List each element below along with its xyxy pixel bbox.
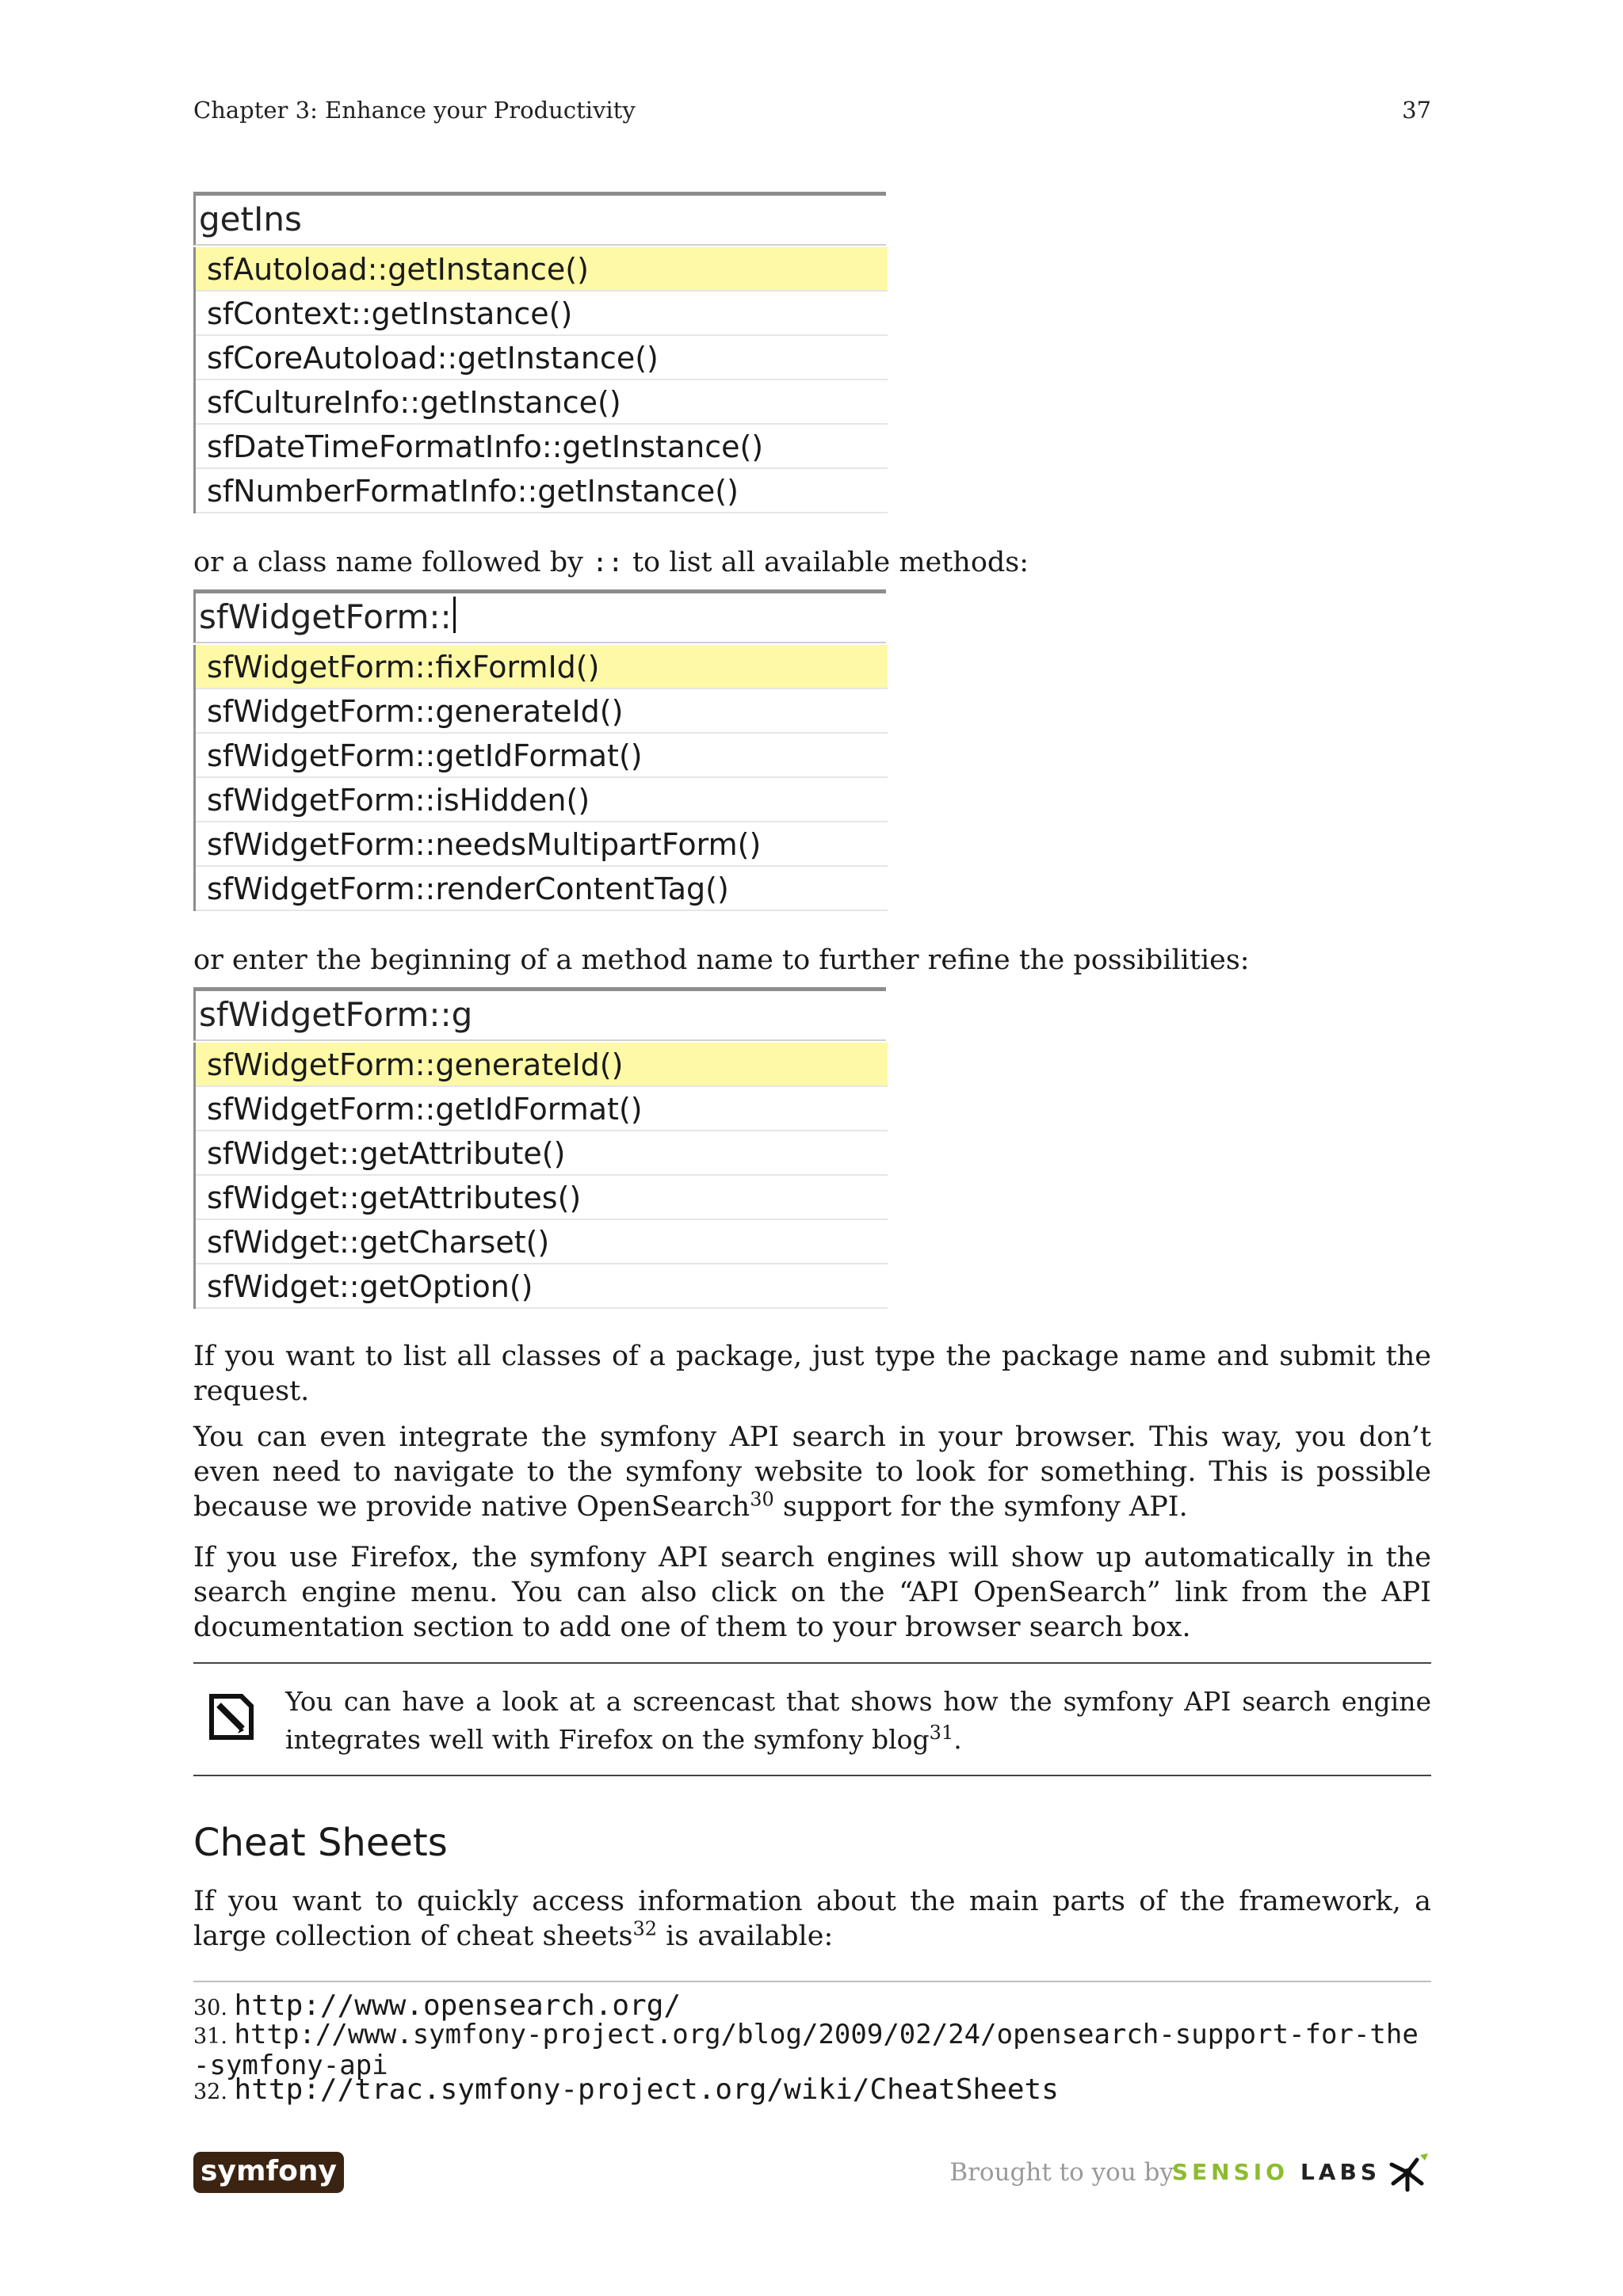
credit-text: Brought to you by (949, 2158, 1174, 2187)
footnote-number: 30. (193, 1996, 227, 2020)
chapter-title: Chapter 3: Enhance your Productivity (193, 97, 636, 124)
running-header (193, 97, 1431, 128)
footnote-ref[interactable]: 32 (632, 1917, 657, 1940)
footnote-32 (193, 2073, 1431, 2110)
inline-code: :: (592, 547, 624, 578)
search-input (193, 589, 886, 643)
suggestion-item: sfCultureInfo::getInstance() (196, 380, 888, 425)
autocomplete-screenshot-sfwidgetform-g (193, 987, 888, 1320)
suggestion-item: sfAutoload::getInstance() (196, 247, 888, 292)
page-number: 37 (1402, 97, 1431, 124)
suggestion-item: sfWidgetForm::needsMultipartForm() (196, 822, 888, 867)
footnote-number: 32. (193, 2080, 227, 2104)
paragraph-firefox: If you use Firefox, the symfony API search engines will show up automatically in the search engine menu. You can also click on the “API OpenSearch” link from the API documentation section to add one of them to your browser search box. (193, 1542, 1431, 1643)
suggestion-item: sfWidget::getAttribute() (196, 1131, 888, 1176)
text: You can have a look at a screencast that shows how the symfony API search engine integrates well with Firefox on the symfony blog (285, 1686, 1431, 1755)
footnote-link[interactable]: http://trac.symfony-project.org/wiki/CheatSheets (234, 2073, 1059, 2106)
text: You can even integrate the symfony API search in your browser. This way, you don’t even need to navigate to the symfony website to look for something. This is possible because we provide native OpenSearch (193, 1421, 1431, 1523)
footnote-ref[interactable]: 30 (750, 1488, 774, 1511)
text: to list all available methods: (623, 547, 1029, 578)
search-input: sfWidgetForm::g (193, 987, 886, 1041)
paragraph-class-name (193, 545, 1431, 580)
brand-labs: LABS (1300, 2159, 1381, 2185)
sensiolabs-star-icon (1387, 2152, 1431, 2193)
note-icon (203, 1686, 260, 1746)
suggestion-item: sfWidgetForm::getIdFormat() (196, 1087, 888, 1131)
suggestion-item: sfContext::getInstance() (196, 292, 888, 336)
footnote-link[interactable]: http://www.opensearch.org/ (234, 1989, 682, 2022)
text: If you want to quickly access information about the main parts of the framework, a large collection of cheat sheets (193, 1886, 1431, 1952)
brand-sensio: SENSIO (1171, 2159, 1289, 2185)
search-input: getIns (193, 192, 886, 246)
section-heading: Cheat Sheets (193, 1821, 448, 1865)
suggestion-list (193, 645, 888, 911)
suggestion-item: sfWidgetForm::isHidden() (196, 778, 888, 822)
logo-text: symfony (200, 2155, 337, 2187)
note-text (285, 1683, 1431, 1759)
symfony-logo (193, 2152, 344, 2193)
paragraph-integrate (193, 1420, 1431, 1524)
suggestion-item: sfWidgetForm::getIdFormat() (196, 734, 888, 778)
footnote-number: 31. (193, 2024, 227, 2049)
suggestion-item: sfWidgetForm::generateId() (196, 689, 888, 734)
autocomplete-screenshot-sfwidgetform (193, 589, 888, 922)
text: is available: (656, 1920, 834, 1952)
text: support for the symfony API. (773, 1491, 1188, 1523)
suggestion-item: sfWidget::getAttributes() (196, 1176, 888, 1220)
text: or a class name followed by (193, 547, 593, 578)
note-bottom-rule (193, 1775, 1431, 1776)
suggestion-item: sfWidget::getCharset() (196, 1220, 888, 1264)
suggestion-item: sfWidgetForm::renderContentTag() (196, 867, 888, 911)
footnote-rule (193, 1981, 1431, 1982)
suggestion-item: sfWidgetForm::generateId() (196, 1043, 888, 1087)
suggestion-item: sfNumberFormatInfo::getInstance() (196, 469, 888, 513)
suggestion-item: sfDateTimeFormatInfo::getInstance() (196, 425, 888, 469)
paragraph-cheat-sheets (193, 1884, 1431, 1954)
text-caret (453, 597, 456, 633)
suggestion-item: sfWidgetForm::fixFormId() (196, 645, 888, 689)
search-input-value: sfWidgetForm:: (199, 597, 452, 636)
footnote-ref[interactable]: 31 (929, 1722, 954, 1744)
suggestion-list (193, 1043, 888, 1309)
text: . (953, 1724, 962, 1755)
suggestion-list (193, 247, 888, 513)
autocomplete-screenshot-getins (193, 192, 888, 524)
footnote-link[interactable]: http://www.symfony-project.org/blog/2009/02/24/opensearch-support-for-the-symfony-api (193, 2019, 1419, 2081)
suggestion-item: sfCoreAutoload::getInstance() (196, 336, 888, 380)
suggestion-item: sfWidget::getOption() (196, 1264, 888, 1309)
footer-credit (876, 2152, 1431, 2193)
paragraph-method-name: or enter the beginning of a method name to further refine the possibilities: (193, 944, 1250, 976)
note-top-rule (193, 1662, 1431, 1664)
paragraph-package: If you want to list all classes of a package, just type the package name and submit the request. (193, 1341, 1431, 1407)
